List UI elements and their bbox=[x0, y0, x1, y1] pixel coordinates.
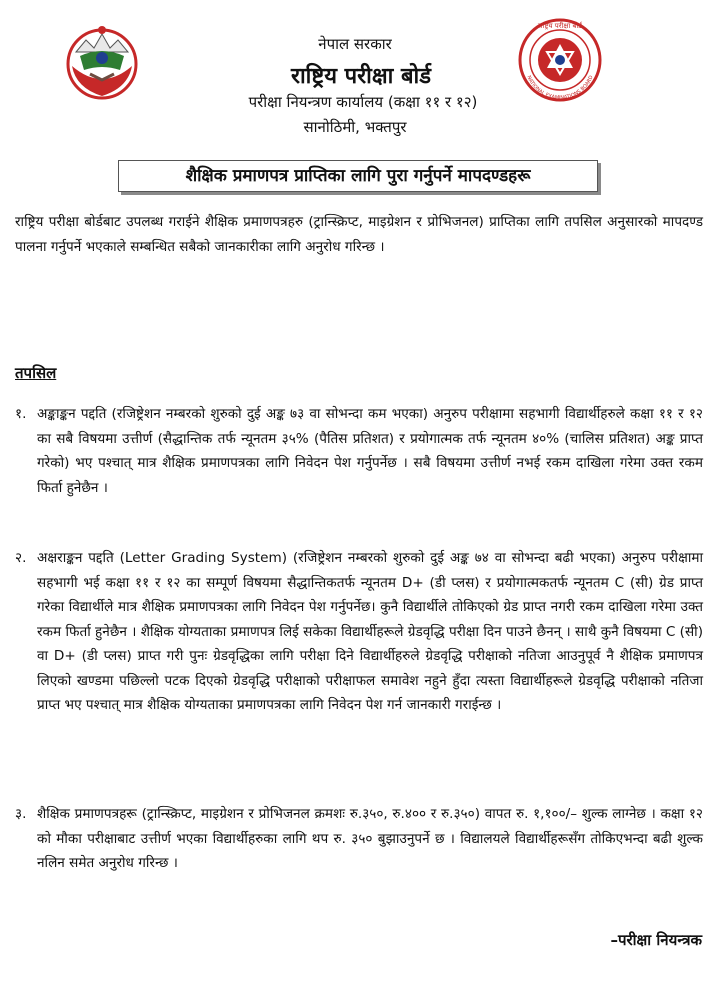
signature: –परीक्षा नियन्त्रक bbox=[610, 931, 702, 949]
item-text: शैक्षिक प्रमाणपत्रहरू (ट्रान्स्क्रिप्ट, माइग्रेशन र प्रोभिजनल क्रमशः रु.३५०, रु.४०० र रु.३५०) वापत रु. १,१००/– शुल्क लाग्नेछ । कक्षा १२ को मौका परीक्षाबाट उत्तीर्ण भएका विद्यार्थीहरुका लागि थप रु. ३५० बुझाउनुपर्ने छ । विद्यालयले विद्यार्थीहरूसँग तोकिएभन्दा बढी शुल्क नलिन समेत अनुरोध गरिन्छ । bbox=[37, 806, 703, 871]
seal-top-text: राष्ट्रिय परीक्षा बोर्ड bbox=[537, 22, 583, 30]
office-name: परीक्षा नियन्त्रण कार्यालय (कक्षा ११ र १२) bbox=[248, 93, 478, 111]
item-number: १. bbox=[15, 406, 27, 422]
office-address: सानोठिमी, भक्तपुर bbox=[303, 118, 407, 136]
government-name: नेपाल सरकार bbox=[318, 35, 392, 53]
list-item bbox=[15, 802, 703, 876]
examination-board-seal-icon bbox=[515, 14, 605, 104]
seal-ring-text: NATIONAL EXAMINATIONS BOARD bbox=[525, 74, 595, 102]
intro-paragraph: राष्ट्रिय परीक्षा बोर्डबाट उपलब्ध गराईने शैक्षिक प्रमाणपत्रहरु (ट्रान्स्क्रिप्ट, माइग्रेशन र प्रोभिजनल) प्राप्तिका लागि तपसिल अनुसारको मापदण्ड पालना गर्नुपर्ने भएकाले सम्बन्धित सबैको जानकारीका लागि अनुरोध गरिन्छ । bbox=[15, 214, 703, 255]
board-name: राष्ट्रिय परीक्षा बोर्ड bbox=[290, 64, 431, 89]
item-number: २. bbox=[15, 550, 27, 566]
item-number: ३. bbox=[15, 806, 27, 822]
section-heading: तपसिल bbox=[15, 364, 57, 382]
item-text: अक्षराङ्कन पद्दति (Letter Grading System) (रजिष्ट्रेशन नम्बरको शुरुको दुई अङ्क ७४ वा सोभन्दा बढी भएका) अनुरुप परीक्षामा सहभागी भई कक्षा ११ र १२ का सम्पूर्ण विषयमा सैद्धान्तिकतर्फ न्यूनतम D+ (डी प्लस) र प्रयोगात्मकतर्फ न्यूनतम C (सी) ग्रेड प्राप्त गरेका विद्यार्थीले मात्र शैक्षिक प्रमाणपत्रका लागि निवेदन पेश गर्नुपर्नेछ। कुनै विद्यार्थीले तोकिएको ग्रेड प्राप्त नगरी रकम दाखिला गरेमा उक्त रकम फिर्ता हुनेछैन । शैक्षिक योग्यताका प्रमाणपत्र लिई सकेका विद्यार्थीहरूले ग्रेडवृद्धि परीक्षा दिन पाउने छैनन् । साथै कुनै विषयमा C (सी) वा D+ (डी प्लस) प्राप्त गरी पुनः ग्रेडवृद्धिका लागि परीक्षा दिने विद्यार्थीहरुले ग्रेडवृद्धि परीक्षाको नतिजा आउनुपूर्व नै शैक्षिक प्रमाणपत्र लिएको खण्डमा पछिल्लो पटक दिएको ग्रेडवृद्धि परीक्षाको परीक्षाफल समावेश नहुने हुँदा त्यस्ता विद्यार्थीहरूले ग्रेडवृद्धि परीक्षाको नतिजा प्राप्त भए पश्चात् मात्र शैक्षिक योग्यताका प्रमाणपत्रका लागि निवेदन पेश गर्न जानकारी गराईन्छ । bbox=[37, 550, 703, 713]
item-text: अङ्काङ्कन पद्दति (रजिष्ट्रेशन नम्बरको शुरुको दुई अङ्क ७३ वा सोभन्दा कम भएका) अनुरुप परीक्षामा सहभागी विद्यार्थीहरुले कक्षा ११ र १२ का सबै विषयमा उत्तीर्ण (सैद्धान्तिक तर्फ न्यूनतम ३५% (पैतिस प्रतिशत) र प्रयोगात्मक तर्फ न्यूनतम ४०% (चालिस प्रतिशत) अङ्क प्राप्त गरेको) भए पश्चात् मात्र शैक्षिक प्रमाणपत्रका लागि निवेदन पेश गर्नुपर्नेछ । सबै विषयमा उत्तीर्ण नभई रकम दाखिला गरेमा उक्त रकम फिर्ता हुनेछैन । bbox=[37, 406, 703, 496]
list-item bbox=[15, 546, 703, 718]
notice-title: शैक्षिक प्रमाणपत्र प्राप्तिका लागि पुरा गर्नुपर्ने मापदण्डहरू bbox=[118, 160, 598, 192]
list-item bbox=[15, 402, 703, 500]
